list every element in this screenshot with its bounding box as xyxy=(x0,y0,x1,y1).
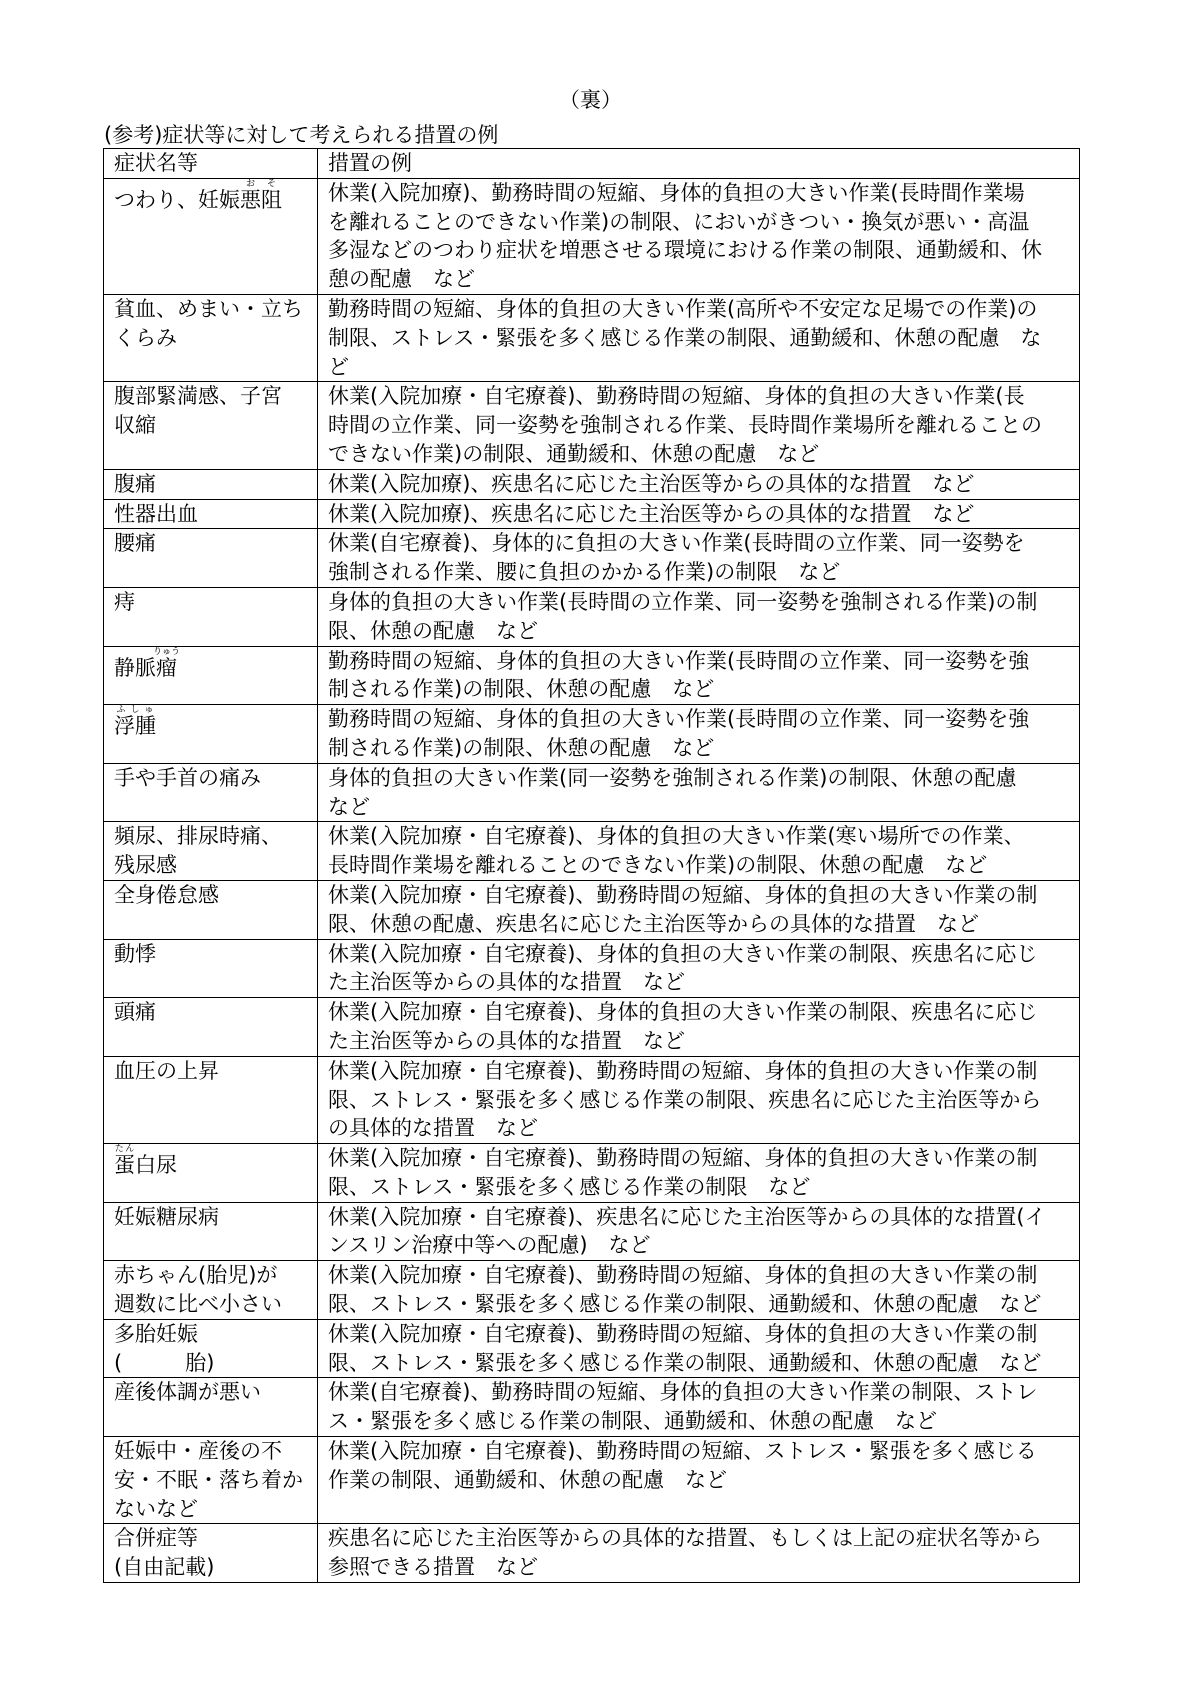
symptom-line xyxy=(114,822,317,851)
symptom-text: くらみ xyxy=(114,325,177,350)
symptom-cell xyxy=(104,646,318,705)
table-row xyxy=(104,880,1080,939)
symptom-cell xyxy=(104,763,318,822)
ruby-annotation xyxy=(240,178,282,212)
measures-line: 限、ストレス・緊張を多く感じる作業の制限 など xyxy=(328,1174,811,1199)
measures-line: 作業の制限、通勤緩和、休憩の配慮 など xyxy=(328,1467,727,1492)
symptom-line xyxy=(114,1057,317,1086)
measures-cell xyxy=(318,880,1080,939)
symptom-cell xyxy=(104,529,318,588)
table-row xyxy=(104,178,1080,294)
measures-line: 制限、ストレス・緊張を多く感じる作業の制限、通勤緩和、休憩の配慮 な xyxy=(328,325,1042,350)
measures-cell xyxy=(318,1202,1080,1261)
measures-line: 休業(入院加療・自宅療養)、勤務時間の短縮、身体的負担の大きい作業の制 xyxy=(328,1263,1038,1288)
ruby-base: 浮腫 xyxy=(114,714,156,739)
table-row xyxy=(104,469,1080,499)
measures-line: 強制される作業、腰に負担のかかる作業)の制限 など xyxy=(328,560,841,585)
measures-line: 制される作業)の制限、休憩の配慮 など xyxy=(328,735,715,760)
symptom-cell xyxy=(104,1056,318,1143)
measures-line: 休業(入院加療・自宅療養)、身体的負担の大きい作業の制限、疾患名に応じ xyxy=(328,941,1038,966)
symptom-line xyxy=(114,1437,317,1466)
measures-line: 限、ストレス・緊張を多く感じる作業の制限、通勤緩和、休憩の配慮 など xyxy=(328,1350,1042,1375)
symptom-line xyxy=(114,940,317,969)
table-header-row xyxy=(104,149,1080,179)
table-row xyxy=(104,1056,1080,1143)
table-row xyxy=(104,646,1080,705)
symptom-cell xyxy=(104,294,318,381)
table-row xyxy=(104,1144,1080,1203)
symptom-text: 性器出血 xyxy=(114,501,198,526)
symptom-line xyxy=(114,295,317,324)
measures-line: 休業(入院加療・自宅療養)、勤務時間の短縮、身体的負担の大きい作業(長 xyxy=(328,384,1025,409)
measures-cell xyxy=(318,1524,1080,1583)
measures-line: 勤務時間の短縮、身体的負担の大きい作業(長時間の立作業、同一姿勢を強 xyxy=(328,707,1030,732)
measures-cell xyxy=(318,1261,1080,1320)
symptom-text: 頻尿、排尿時痛、 xyxy=(114,824,282,849)
measures-line: 長時間作業場を離れることのできない作業)の制限、休憩の配慮 など xyxy=(328,853,988,878)
measures-line: 限、ストレス・緊張を多く感じる作業の制限、通勤緩和、休憩の配慮 など xyxy=(328,1292,1042,1317)
measures-cell xyxy=(318,822,1080,881)
symptom-line xyxy=(114,1553,317,1582)
symptom-line xyxy=(114,881,317,910)
symptom-cell xyxy=(104,998,318,1057)
symptom-cell xyxy=(104,1319,318,1378)
table-caption: (参考)症状等に対して考えられる措置の例 xyxy=(104,123,499,147)
ruby-annotation xyxy=(114,1144,135,1178)
symptom-line xyxy=(114,1378,317,1407)
table-row xyxy=(104,1319,1080,1378)
measures-line: ンスリン治療中等への配慮) など xyxy=(328,1233,651,1258)
header-symptom: 症状名等 xyxy=(104,149,318,179)
symptom-text: 全身倦怠感 xyxy=(114,882,219,907)
measures-line: 身体的負担の大きい作業(長時間の立作業、同一姿勢を強制される作業)の制 xyxy=(328,589,1038,614)
symptom-cell xyxy=(104,499,318,529)
symptom-text: 静脈 xyxy=(114,655,156,680)
measures-line: を離れることのできない作業)の制限、においがきつい・換気が悪い・高温 xyxy=(328,209,1030,234)
symptom-line xyxy=(114,1349,317,1378)
symptom-text: つわり、妊娠 xyxy=(114,187,240,212)
symptom-line xyxy=(114,588,317,617)
symptom-cell xyxy=(104,939,318,998)
measures-line: 休業(入院加療・自宅療養)、勤務時間の短縮、身体的負担の大きい作業の制 xyxy=(328,1146,1038,1171)
symptom-text: (自由記載) xyxy=(114,1555,215,1580)
measures-cell xyxy=(318,1144,1080,1203)
symptom-text: 安・不眠・落ち着か xyxy=(114,1467,303,1492)
measures-line: 限、ストレス・緊張を多く感じる作業の制限、疾患名に応じた主治医等から xyxy=(328,1087,1042,1112)
measures-line: 限、休憩の配慮、疾患名に応じた主治医等からの具体的な措置 など xyxy=(328,911,979,936)
symptom-text: 合併症等 xyxy=(114,1526,198,1551)
measures-cell xyxy=(318,382,1080,469)
ruby-base: 悪阻 xyxy=(240,187,282,212)
measures-line: 休業(入院加療)、疾患名に応じた主治医等からの具体的な措置 など xyxy=(328,471,975,496)
ruby-reading: おそ xyxy=(240,178,282,189)
measures-line: 休業(入院加療・自宅療養)、勤務時間の短縮、身体的負担の大きい作業の制 xyxy=(328,882,1038,907)
symptom-text: 腰痛 xyxy=(114,531,156,556)
symptom-line xyxy=(114,998,317,1027)
measures-line: 時間の立作業、同一姿勢を強制される作業、長時間作業場所を離れることの xyxy=(328,413,1042,438)
symptom-cell xyxy=(104,705,318,764)
measures-table xyxy=(103,148,1080,1583)
symptom-cell xyxy=(104,1437,318,1524)
measures-cell xyxy=(318,294,1080,381)
symptom-text: 腹部緊満感、子宮 xyxy=(114,384,282,409)
symptom-text: 多胎妊娠 xyxy=(114,1321,198,1346)
symptom-line xyxy=(114,529,317,558)
symptom-cell xyxy=(104,1261,318,1320)
table-row xyxy=(104,499,1080,529)
measures-line: ど xyxy=(328,354,349,379)
symptom-cell xyxy=(104,178,318,294)
ruby-base: 瘤 xyxy=(153,655,180,680)
symptom-text: 動悸 xyxy=(114,941,156,966)
symptom-line xyxy=(114,324,317,353)
table-row xyxy=(104,1202,1080,1261)
measures-line: 休業(自宅療養)、身体的に負担の大きい作業(長時間の立作業、同一姿勢を xyxy=(328,531,1025,556)
table-row xyxy=(104,529,1080,588)
measures-cell xyxy=(318,705,1080,764)
measures-cell xyxy=(318,763,1080,822)
measures-line: など xyxy=(328,794,370,819)
table-row xyxy=(104,822,1080,881)
symptom-line xyxy=(114,1524,317,1553)
ruby-annotation xyxy=(153,646,181,680)
measures-cell xyxy=(318,998,1080,1057)
symptom-cell xyxy=(104,1202,318,1261)
measures-line: 限、休憩の配慮 など xyxy=(328,618,538,643)
measures-line: 休業(自宅療養)、勤務時間の短縮、身体的負担の大きい作業の制限、ストレ xyxy=(328,1380,1038,1405)
measures-cell xyxy=(318,587,1080,646)
table-row xyxy=(104,382,1080,469)
symptom-line xyxy=(114,1290,317,1319)
symptom-text: ないなど xyxy=(114,1496,198,1521)
symptom-text: 残尿感 xyxy=(114,853,177,878)
measures-cell xyxy=(318,469,1080,499)
table-row xyxy=(104,294,1080,381)
measures-line: ス・緊張を多く感じる作業の制限、通勤緩和、休憩の配慮 など xyxy=(328,1409,937,1434)
measures-line: 勤務時間の短縮、身体的負担の大きい作業(高所や不安定な足場での作業)の xyxy=(328,296,1038,321)
symptom-text: 貧血、めまい・立ち xyxy=(114,296,303,321)
measures-cell xyxy=(318,499,1080,529)
symptom-cell xyxy=(104,1144,318,1203)
table-row xyxy=(104,998,1080,1057)
page-side-label: （裏） xyxy=(559,88,622,112)
table-row xyxy=(104,1524,1080,1583)
symptom-text: 白尿 xyxy=(135,1153,177,1178)
symptom-line xyxy=(114,382,317,411)
symptom-cell xyxy=(104,1378,318,1437)
ruby-base: 蛋 xyxy=(114,1153,135,1178)
symptom-line xyxy=(114,705,317,741)
table-row xyxy=(104,1261,1080,1320)
ruby-reading: たん xyxy=(114,1144,135,1155)
table-row xyxy=(104,705,1080,764)
symptom-cell xyxy=(104,880,318,939)
symptom-line xyxy=(114,1261,317,1290)
measures-cell xyxy=(318,1437,1080,1524)
symptom-line xyxy=(114,411,317,440)
symptom-line xyxy=(114,500,317,529)
measures-line: 疾患名に応じた主治医等からの具体的な措置、もしくは上記の症状名等から xyxy=(328,1526,1042,1551)
table-row xyxy=(104,587,1080,646)
symptom-line xyxy=(114,1495,317,1524)
measures-line: 休業(入院加療・自宅療養)、勤務時間の短縮、身体的負担の大きい作業の制 xyxy=(328,1321,1038,1346)
ruby-reading: りゅう xyxy=(153,646,181,657)
measures-line: 休業(入院加療)、疾患名に応じた主治医等からの具体的な措置 など xyxy=(328,501,975,526)
measures-line: 休業(入院加療・自宅療養)、身体的負担の大きい作業の制限、疾患名に応じ xyxy=(328,1000,1038,1025)
symptom-line xyxy=(114,470,317,499)
symptom-text: 血圧の上昇 xyxy=(114,1058,219,1083)
measures-line: 休業(入院加療・自宅療養)、疾患名に応じた主治医等からの具体的な措置(イ xyxy=(328,1204,1046,1229)
symptom-line xyxy=(114,1144,317,1180)
measures-line: 勤務時間の短縮、身体的負担の大きい作業(長時間の立作業、同一姿勢を強 xyxy=(328,648,1030,673)
measures-cell xyxy=(318,646,1080,705)
symptom-text: 産後体調が悪い xyxy=(114,1380,261,1405)
symptom-line xyxy=(114,647,317,683)
ruby-annotation xyxy=(114,705,156,739)
symptom-text: 妊娠中・産後の不 xyxy=(114,1439,282,1464)
measures-line: 参照できる措置 など xyxy=(328,1555,538,1580)
measures-line: 休業(入院加療)、勤務時間の短縮、身体的負担の大きい作業(長時間作業場 xyxy=(328,180,1025,205)
measures-line: た主治医等からの具体的な措置 など xyxy=(328,970,685,995)
measures-line: 休業(入院加療・自宅療養)、勤務時間の短縮、身体的負担の大きい作業の制 xyxy=(328,1058,1038,1083)
symptom-line xyxy=(114,764,317,793)
symptom-text: 腹痛 xyxy=(114,471,156,496)
symptom-cell xyxy=(104,1524,318,1583)
symptom-text: 収縮 xyxy=(114,413,156,438)
table-row xyxy=(104,1378,1080,1437)
measures-cell xyxy=(318,1056,1080,1143)
measures-line: 身体的負担の大きい作業(同一姿勢を強制される作業)の制限、休憩の配慮 xyxy=(328,765,1017,790)
ruby-reading: ふしゅ xyxy=(114,705,156,716)
measures-line: 憩の配慮 など xyxy=(328,267,475,292)
measures-cell xyxy=(318,178,1080,294)
measures-cell xyxy=(318,1319,1080,1378)
measures-line: 多湿などのつわり症状を増悪させる環境における作業の制限、通勤緩和、休 xyxy=(328,238,1042,263)
measures-line: できない作業)の制限、通勤緩和、休憩の配慮 など xyxy=(328,441,820,466)
measures-cell xyxy=(318,1378,1080,1437)
symptom-line xyxy=(114,1203,317,1232)
symptom-text: 赤ちゃん(胎児)が xyxy=(114,1263,278,1288)
symptom-cell xyxy=(104,382,318,469)
measures-line: 制される作業)の制限、休憩の配慮 など xyxy=(328,677,715,702)
measures-line: た主治医等からの具体的な措置 など xyxy=(328,1028,685,1053)
symptom-text: ( 胎) xyxy=(114,1350,215,1375)
symptom-line xyxy=(114,851,317,880)
symptom-line xyxy=(114,1466,317,1495)
symptom-text: 頭痛 xyxy=(114,1000,156,1025)
symptom-text: 手や手首の痛み xyxy=(114,765,261,790)
table-row xyxy=(104,763,1080,822)
table-row xyxy=(104,939,1080,998)
symptom-text: 妊娠糖尿病 xyxy=(114,1204,219,1229)
measures-line: 休業(入院加療・自宅療養)、勤務時間の短縮、ストレス・緊張を多く感じる xyxy=(328,1439,1037,1464)
header-measures: 措置の例 xyxy=(318,149,1080,179)
measures-line: の具体的な措置 など xyxy=(328,1116,538,1141)
symptom-cell xyxy=(104,587,318,646)
symptom-line xyxy=(114,179,317,215)
table-row xyxy=(104,1437,1080,1524)
symptom-text: 週数に比べ小さい xyxy=(114,1292,282,1317)
symptom-cell xyxy=(104,822,318,881)
measures-cell xyxy=(318,939,1080,998)
measures-line: 休業(入院加療・自宅療養)、身体的負担の大きい作業(寒い場所での作業、 xyxy=(328,824,1025,849)
symptom-line xyxy=(114,1320,317,1349)
measures-cell xyxy=(318,529,1080,588)
symptom-cell xyxy=(104,469,318,499)
symptom-text: 痔 xyxy=(114,589,135,614)
